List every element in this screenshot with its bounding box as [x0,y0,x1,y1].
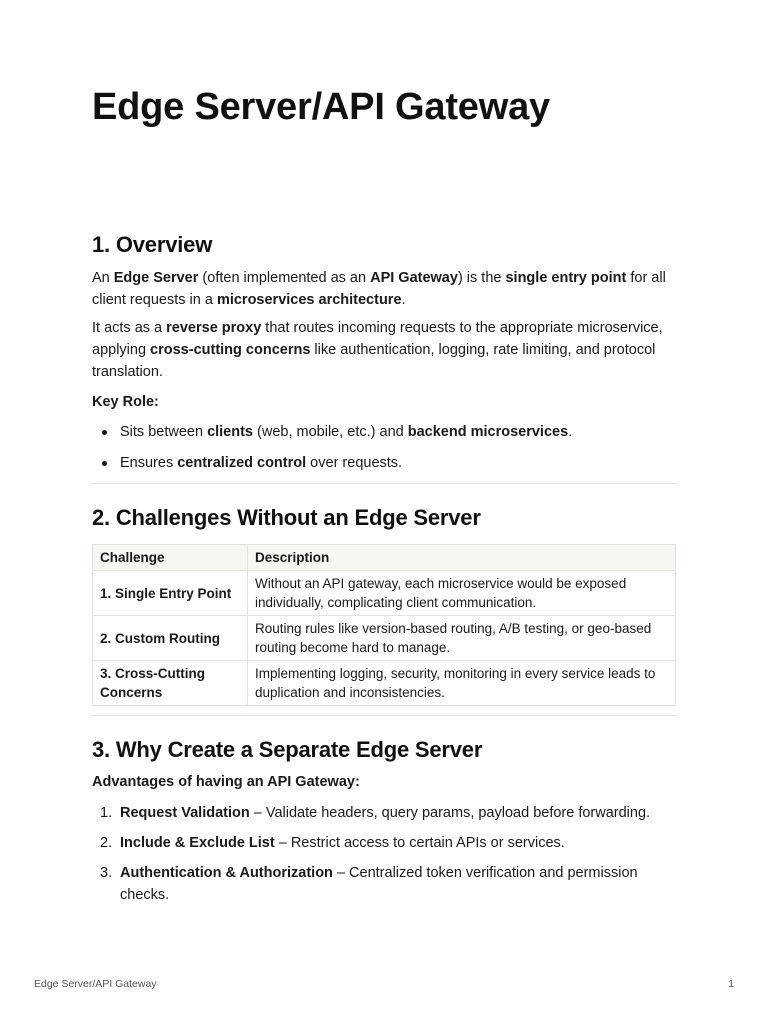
text: – Restrict access to certain APIs or services. [274,835,565,851]
table-header-row [93,545,676,571]
text: for all client requests in a [92,270,666,308]
bold-text: microservices architecture [216,292,402,308]
bold-text: clients [207,424,253,440]
description-cell: Without an API gateway, each microservice would be exposed individually, complicating client communication. [248,571,676,616]
table-row [93,571,676,616]
challenges-section [92,504,676,706]
section-divider [92,483,676,484]
bold-text: centralized control [177,455,307,471]
list-number: 1. [100,805,113,821]
footer-document-name: Edge Server/API Gateway [34,978,157,990]
key-role-list [92,421,676,474]
list-number: 2. [100,835,113,851]
text: . [568,424,573,440]
text: (often implemented as an [198,270,371,286]
overview-heading: 1. Overview [92,232,213,257]
text: ) is the [457,270,506,286]
overview-paragraph-2 [92,317,676,383]
document-title: Edge Server/API Gateway [92,86,550,128]
section-divider [92,715,676,716]
list-item [92,862,676,906]
challenge-cell: 2. Custom Routing [93,616,248,661]
bold-text: backend microservices [407,424,569,440]
description-cell: Implementing logging, security, monitoring in every service leads to duplication and inconsistencies. [248,661,676,706]
bold-text: Include & Exclude List [120,835,275,851]
text: – Validate headers, query params, payload before forwarding. [249,805,651,821]
table-row [93,616,676,661]
list-item [92,832,676,854]
table-row [93,661,676,706]
challenges-table [92,544,676,706]
overview-paragraph-1 [92,267,676,311]
description-cell: Routing rules like version-based routing, A/B testing, or geo-based routing become hard to manage. [248,616,676,661]
challenge-cell: 1. Single Entry Point [93,571,248,616]
challenge-cell: 3. Cross-Cutting Concerns [93,661,248,706]
bold-text: Authentication & Authorization [120,865,333,881]
overview-section [92,231,676,474]
list-number: 3. [100,865,113,881]
list-item [92,421,676,443]
why-heading: 3. Why Create a Separate Edge Server [92,737,483,762]
bold-text: single entry point [505,270,627,286]
list-item [92,802,676,824]
bold-text: Request Validation [120,805,250,821]
text: that routes incoming requests to the appropriate microservice, applying [92,320,663,358]
advantages-list [92,802,676,906]
text: over requests. [306,455,403,471]
bold-text: Edge Server [113,270,199,286]
bullet-icon [102,430,107,435]
bullet-icon [102,461,107,466]
footer-page-number: 1 [728,978,734,990]
bold-text: reverse proxy [166,320,262,336]
text: An [92,270,114,286]
text: – Centralized token verification and permission checks. [120,865,638,903]
text: (web, mobile, etc.) and [253,424,408,440]
text: Ensures [120,455,178,471]
text: Sits between [120,424,208,440]
column-header-challenge: Challenge [93,545,248,571]
text: It acts as a [92,320,167,336]
text: like authentication, logging, rate limiting, and protocol translation. [92,342,656,380]
why-section [92,736,676,906]
list-item [92,452,676,474]
column-header-description: Description [248,545,676,571]
bold-text: API Gateway [370,270,458,286]
text: . [401,292,406,308]
challenges-heading: 2. Challenges Without an Edge Server [92,505,481,530]
advantages-label: Advantages of having an API Gateway: [92,774,360,790]
bold-text: cross-cutting concerns [150,342,311,358]
key-role-label: Key Role: [92,394,159,410]
